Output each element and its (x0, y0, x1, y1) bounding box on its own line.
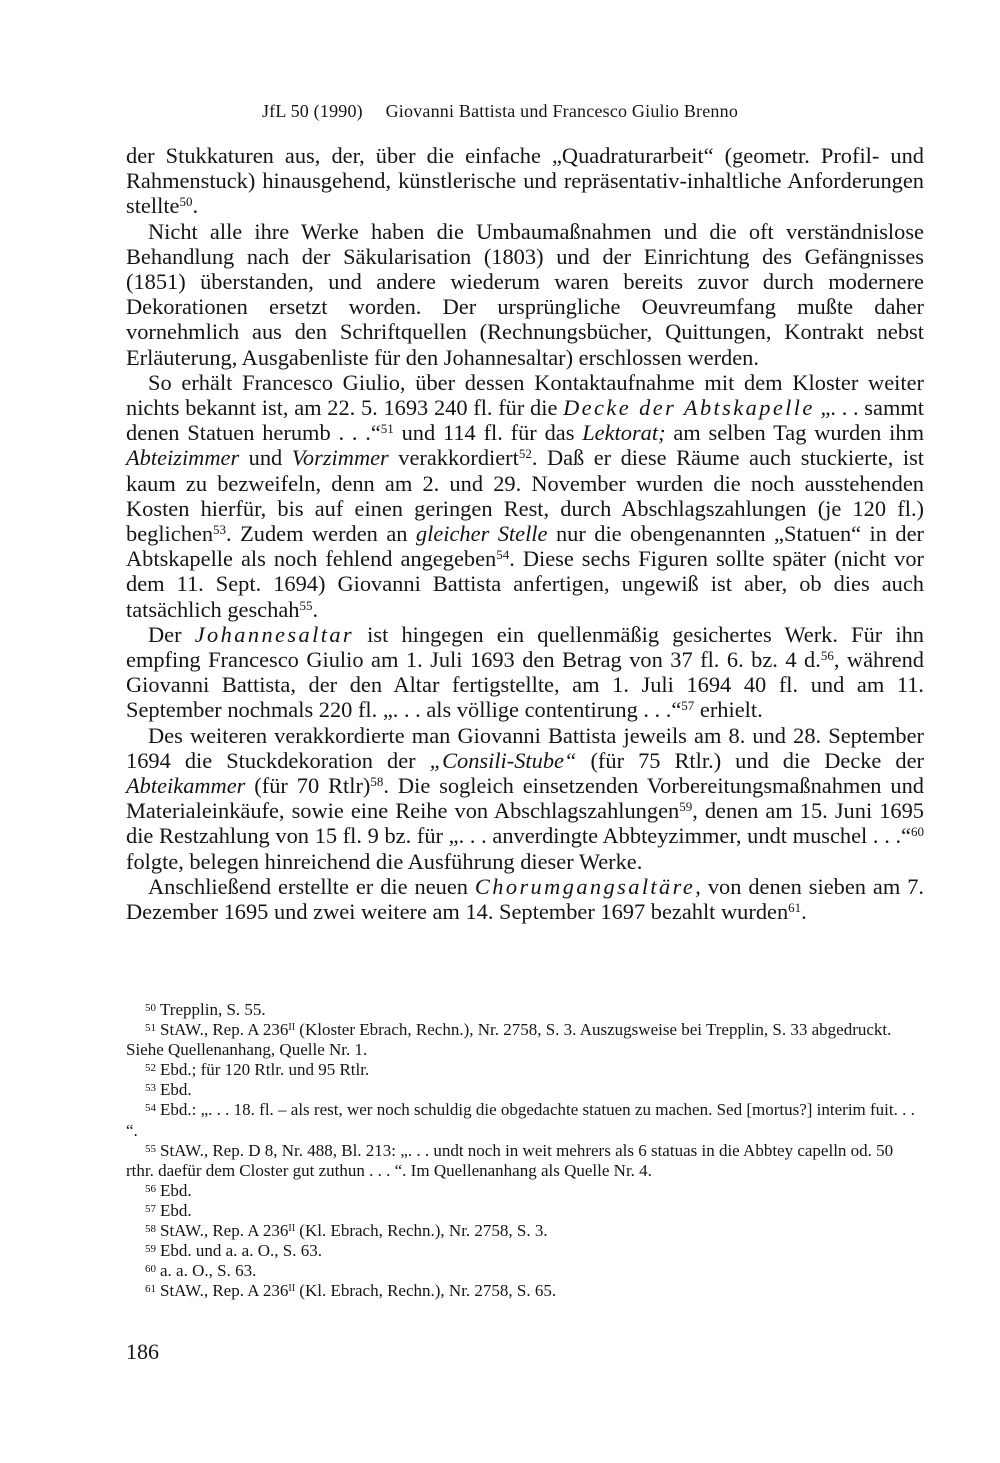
text-run: , von denen sieben am 7. Dezember 1695 und zwei weitere am 14. September 1697 bezahlt wurden (126, 873, 924, 925)
text-run: folgte, belegen hinreichend die Ausführung dieser Werke. (126, 848, 643, 874)
text-run: . Die sogleich einsetzenden Vorbereitungsmaßnahmen und Materialeinkäufe, sowie eine Reihe von Abschlagszahlungen (126, 773, 924, 824)
page-number: 186 (126, 1339, 159, 1364)
text-run: nur die obengenannten „Statuen“ in der Abtskapelle als noch fehlend angegeben (126, 521, 924, 572)
italic-text: Abteizimmer (126, 445, 240, 471)
running-head (0, 101, 1000, 122)
text-run: . (801, 899, 807, 925)
footnote-ref: 61 (788, 900, 802, 916)
footnote-ref: 57 (681, 698, 695, 714)
footnote-number: 51 (145, 1022, 156, 1035)
text-run: Ebd. und a. a. O., S. 63. (160, 1241, 322, 1261)
text-run: , während Giovanni Battista, der den Altar fertigstellte, am 1. Juli 1694 40 fl. und am 11. September nochmals 220 fl. „. . . als völlige contentirung . . .“ (126, 647, 924, 723)
body-text (126, 143, 924, 924)
footnote-number: 59 (145, 1243, 156, 1256)
italic-text: „Consili-Stube“ (429, 747, 577, 773)
text-run: StAW., Rep. A 236 (160, 1281, 289, 1301)
footnote (126, 1281, 924, 1301)
text-run: StAW., Rep. A 236 (160, 1020, 289, 1040)
text-run: a. a. O., S. 63. (160, 1261, 257, 1281)
text-run: und 114 fl. für das (393, 420, 583, 446)
text-run: und (239, 445, 292, 471)
footnote-ref: II (288, 1283, 296, 1295)
text-run: verakkordiert (388, 445, 519, 471)
footnote-ref: 52 (518, 446, 532, 462)
italic-text: Lektorat; (582, 420, 666, 446)
paragraph (126, 874, 924, 924)
spaced-emphasis: Chorumgangsaltäre (474, 873, 696, 899)
footnote (126, 1261, 924, 1281)
text-run: StAW., Rep. A 236 (160, 1221, 289, 1241)
footnote-number: 60 (145, 1263, 156, 1276)
text-run: . (312, 596, 319, 622)
text-run: Der (148, 621, 195, 647)
text-run: am selben Tag wurden ihm (665, 420, 924, 446)
footnote (126, 1201, 924, 1221)
footnote-number: 61 (145, 1283, 156, 1296)
text-run: Ebd.: „. . . 18. fl. – als rest, wer noch schuldig die obgedachte statuen zu machen. Sed [mortus?] interim fuit. . . “. (126, 1100, 915, 1140)
paragraph (126, 370, 924, 622)
italic-text: Vorzimmer (291, 445, 389, 471)
paragraph (126, 219, 924, 370)
text-run: (für 75 Rtlr.) und die Decke der (576, 747, 924, 773)
text-run: (Kloster Ebrach, Rechn.), Nr. 2758, S. 3. Auszugsweise bei Trepplin, S. 33 abgedruckt. Siehe Quellenanhang, Quelle Nr. 1. (126, 1020, 892, 1060)
footnote (126, 1060, 924, 1080)
footnote-ref: II (288, 1223, 296, 1235)
text-run: „. . . sammt denen Statuen herumb . . .“ (126, 395, 925, 446)
text-run: erhielt. (694, 697, 763, 723)
footnote-number: 53 (145, 1082, 156, 1095)
text-run: . (192, 193, 199, 219)
text-run: ist hingegen ein quellenmäßig gesichertes Werk. Für ihn empfing Francesco Giulio am 1. Juli 1693 den Betrag von 37 fl. 6. bz. 4 d. (126, 621, 924, 673)
text-run: Anschließend erstellte er die neuen (148, 873, 475, 899)
footnote (126, 1000, 924, 1020)
footnote-number: 56 (145, 1182, 156, 1195)
text-run: (Kl. Ebrach, Rechn.), Nr. 2758, S. 65. (295, 1281, 557, 1301)
text-run: Des weiteren verakkordierte man Giovanni Battista jeweils am 8. und 28. September 1694 die Stuckdekoration der (126, 722, 924, 773)
footnote-ref: 58 (370, 774, 384, 790)
spaced-emphasis: Decke der Abtskapelle (563, 395, 815, 421)
text-run: Ebd. (160, 1180, 192, 1200)
footnote-ref: 56 (820, 648, 834, 664)
footnotes (126, 1000, 924, 1301)
footnote-number: 54 (145, 1102, 156, 1115)
text-run: (Kl. Ebrach, Rechn.), Nr. 2758, S. 3. (295, 1221, 548, 1241)
text-run: StAW., Rep. D 8, Nr. 488, Bl. 213: „. . . undt noch in weit mehrers als 6 statuas in die Abbtey capelln od. 50 rthr. daefür dem Closter gut zuthun . . . “. Im Quellenanhang als Quelle Nr. 4. (126, 1140, 894, 1180)
footnote (126, 1241, 924, 1261)
footnote-number: 50 (145, 1002, 156, 1014)
footnote-number: 55 (145, 1142, 156, 1155)
spaced-emphasis: Johannesaltar (194, 621, 355, 647)
footnote-ref: 51 (380, 421, 394, 437)
footnote-ref: 60 (911, 824, 924, 840)
footnote (126, 1141, 924, 1181)
footnote-ref: 53 (213, 522, 227, 538)
paragraph (126, 622, 924, 723)
footnote (126, 1100, 924, 1140)
footnote-ref: 54 (496, 547, 510, 563)
text-run: Trepplin, S. 55. (160, 1000, 266, 1019)
text-run: . Daß er diese Räume auch stuckierte, ist kaum zu bezweifeln, denn am 2. und 29. November wurden die noch ausstehenden Kosten hierfür, bis auf einen geringen Rest, durch Abschlagszahlungen (je 120 fl.) beglichen (126, 445, 925, 547)
footnote-number: 52 (145, 1062, 156, 1075)
footnote (126, 1181, 924, 1201)
text-run: (für 70 Rtlr) (245, 773, 371, 799)
text-run: . Diese sechs Figuren sollte später (nicht vor dem 11. Sept. 1694) Giovanni Battista anfertigen, ungewiß ist aber, ob dies auch tatsächlich geschah (126, 546, 924, 622)
text-run: . Zudem werden an (226, 521, 416, 547)
journal-citation: JfL 50 (1990) (261, 101, 363, 121)
text-run: , denen am 15. Juni 1695 die Restzahlung von 15 fl. 9 bz. für „. . . anverdingte Abbteyzimmer, undt muschel . . .“ (126, 798, 924, 849)
paragraph (126, 143, 924, 219)
article-title: Giovanni Battista und Francesco Giulio Brenno (385, 101, 739, 121)
text-run: Ebd.; für 120 Rtlr. und 95 Rtlr. (160, 1060, 370, 1080)
italic-text: Abteikammer (126, 773, 246, 799)
footnote-ref: II (288, 1022, 296, 1034)
footnote-number: 57 (145, 1202, 156, 1215)
footnote (126, 1080, 924, 1100)
footnote-ref: 50 (179, 194, 193, 210)
text-run: der Stukkaturen aus, der, über die einfache „Quadraturarbeit“ (geometr. Profil- und Rahmenstuck) hinausgehend, künstlerische und repräsentativ-inhaltliche Anforderungen stellte (126, 143, 924, 219)
text-run: So erhält Francesco Giulio, über dessen Kontaktaufnahme mit dem Kloster weiter nichts bekannt ist, am 22. 5. 1693 240 fl. für die (126, 369, 924, 421)
footnote (126, 1020, 924, 1060)
footnote-number: 58 (145, 1223, 156, 1236)
footnote-ref: 59 (679, 799, 693, 815)
italic-text: gleicher Stelle (415, 521, 548, 547)
footnote (126, 1221, 924, 1241)
paragraph (126, 723, 924, 874)
text-run: Ebd. (160, 1080, 192, 1100)
footnote-ref: 55 (299, 597, 313, 613)
text-run: Ebd. (160, 1200, 192, 1220)
text-run: Nicht alle ihre Werke haben die Umbaumaßnahmen und die oft verständnislose Behandlung nach der Säkularisation (1803) und der Einrichtung des Gefängnisses (1851) überstanden, und andere wiederum waren bereits zuvor durch modernere Dekorationen ersetzt worden. Der ursprüngliche Oeuvreumfang mußte daher vornehmlich aus den Schriftquellen (Rechnungsbücher, Quittungen, Kontrakt nebst Erläuterung, Ausgabenliste für den Johannesaltar) erschlossen werden. (126, 218, 924, 370)
